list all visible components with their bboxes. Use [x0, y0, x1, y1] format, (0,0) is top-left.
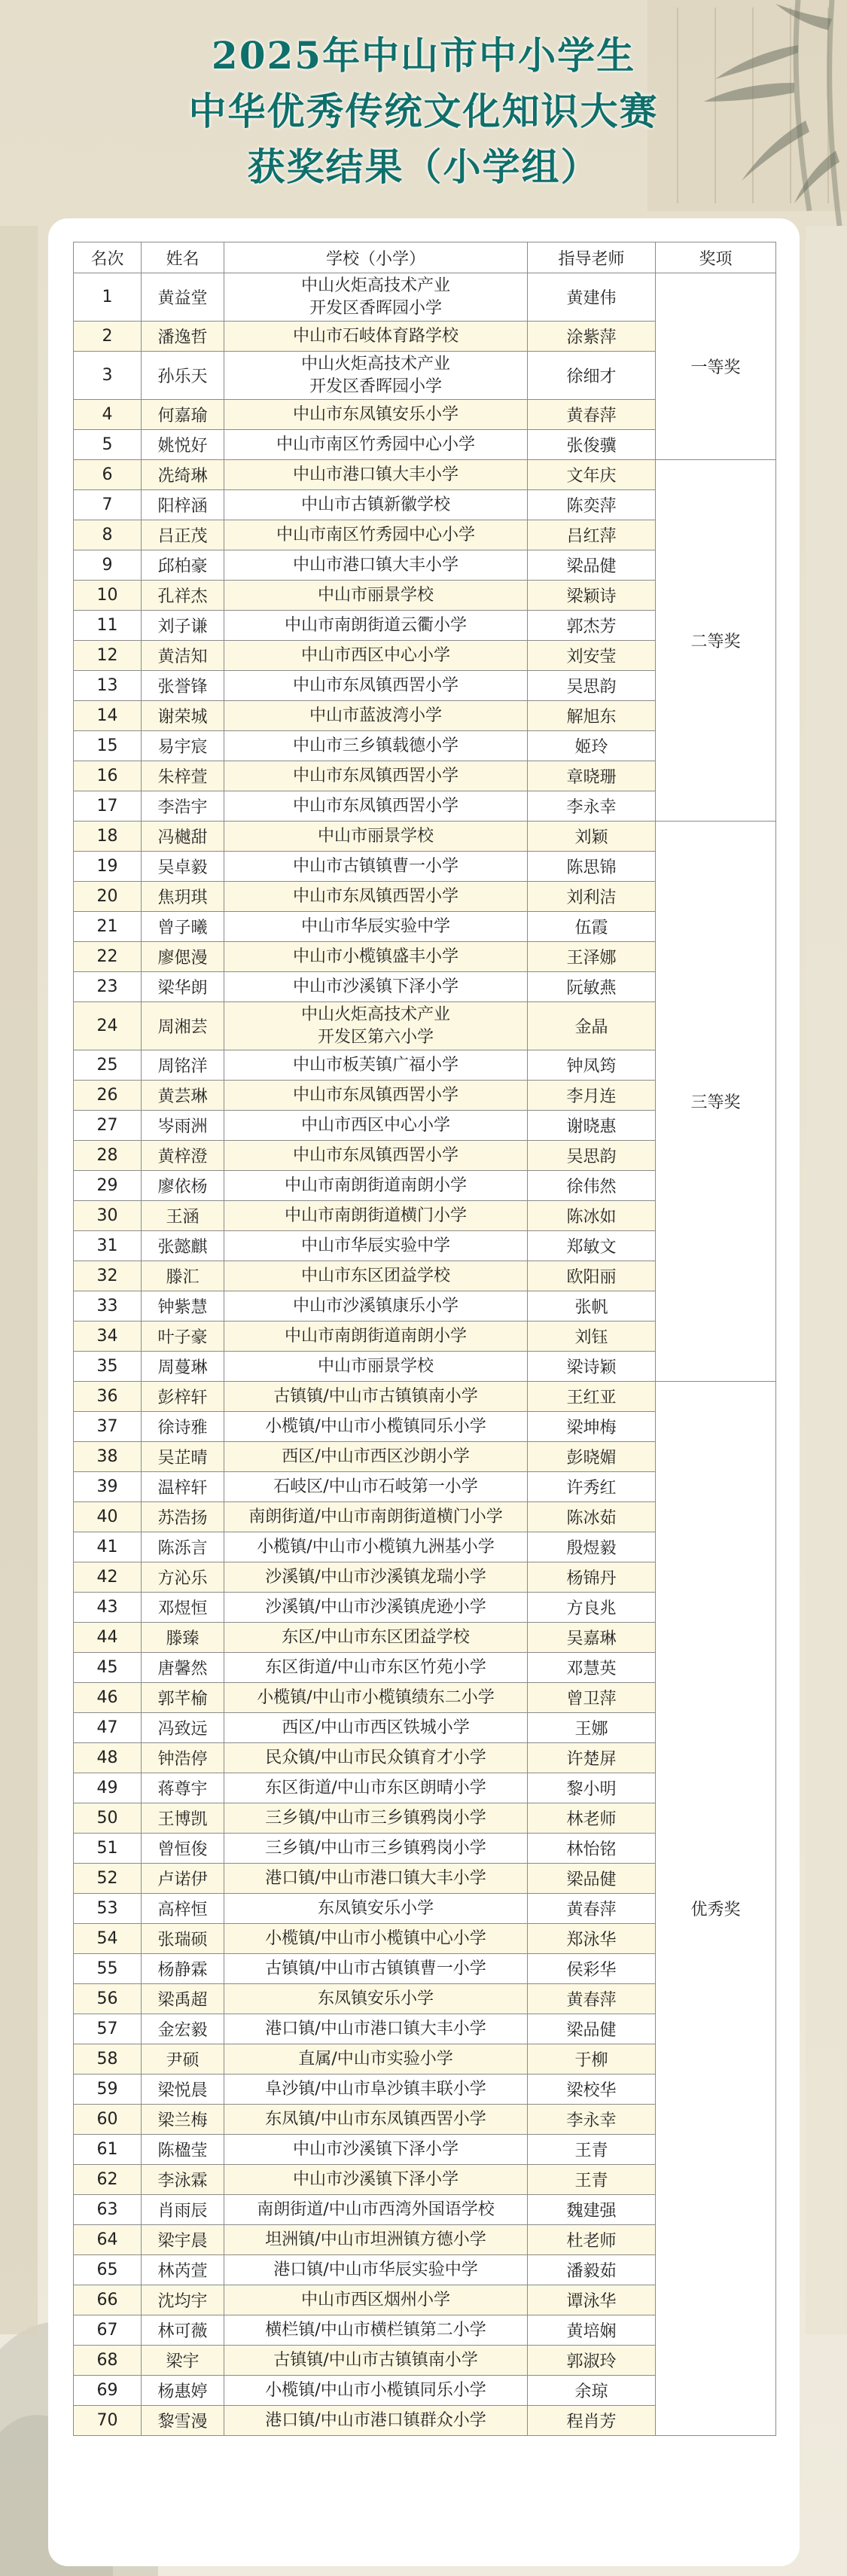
- teacher-cell: 吕红萍: [528, 520, 656, 550]
- name-cell: 卢诺伊: [142, 1864, 224, 1894]
- teacher-cell: 刘利洁: [528, 882, 656, 912]
- name-cell: 方沁乐: [142, 1562, 224, 1593]
- teacher-cell: 张帆: [528, 1291, 656, 1322]
- name-cell: 徐诗雅: [142, 1412, 224, 1442]
- school-cell: 中山市东凤镇西罟小学: [224, 882, 528, 912]
- teacher-cell: 文年庆: [528, 460, 656, 490]
- rank-cell: 44: [74, 1623, 142, 1653]
- rank-cell: 67: [74, 2315, 142, 2346]
- rank-cell: 34: [74, 1322, 142, 1352]
- rank-cell: 7: [74, 490, 142, 520]
- rank-cell: 36: [74, 1382, 142, 1412]
- rank-cell: 48: [74, 1743, 142, 1773]
- teacher-cell: 吴思韵: [528, 671, 656, 701]
- rank-cell: 58: [74, 2044, 142, 2075]
- school-cell: 古镇镇/中山市古镇镇南小学: [224, 1382, 528, 1412]
- school-cell: 小榄镇/中山市小榄镇中心小学: [224, 1924, 528, 1954]
- teacher-cell: 殷煜毅: [528, 1532, 656, 1562]
- school-cell: 中山市三乡镇载德小学: [224, 731, 528, 761]
- school-cell: 中山市石岐体育路学校: [224, 322, 528, 352]
- name-cell: 黄益堂: [142, 273, 224, 322]
- teacher-cell: 刘安莹: [528, 641, 656, 671]
- title-line-3: 获奖结果（小学组）: [247, 145, 600, 189]
- award-level-cell: 一等奖: [656, 273, 776, 460]
- name-cell: 易宇宸: [142, 731, 224, 761]
- teacher-cell: 王红亚: [528, 1382, 656, 1412]
- school-cell: 中山市南朗街道横门小学: [224, 1201, 528, 1231]
- rank-cell: 69: [74, 2376, 142, 2406]
- rank-cell: 64: [74, 2225, 142, 2255]
- rank-cell: 29: [74, 1171, 142, 1201]
- school-cell: 南朗街道/中山市南朗街道横门小学: [224, 1502, 528, 1532]
- rank-cell: 46: [74, 1683, 142, 1713]
- school-cell: 小榄镇/中山市小榄镇同乐小学: [224, 1412, 528, 1442]
- teacher-cell: 程肖芳: [528, 2406, 656, 2436]
- teacher-cell: 刘钰: [528, 1322, 656, 1352]
- teacher-cell: 阮敏燕: [528, 972, 656, 1002]
- teacher-cell: 余琼: [528, 2376, 656, 2406]
- teacher-cell: 郑泳华: [528, 1924, 656, 1954]
- school-cell: 中山市东凤镇安乐小学: [224, 400, 528, 430]
- rank-cell: 6: [74, 460, 142, 490]
- rank-cell: 26: [74, 1081, 142, 1111]
- school-cell: 中山市南区竹秀园中心小学: [224, 430, 528, 460]
- school-cell: 中山市板芙镇广福小学: [224, 1050, 528, 1081]
- school-cell: 古镇镇/中山市古镇镇曹一小学: [224, 1954, 528, 1984]
- name-cell: 梁兰梅: [142, 2105, 224, 2135]
- teacher-cell: 刘颖: [528, 822, 656, 852]
- name-cell: 李泳霖: [142, 2165, 224, 2195]
- name-cell: 陈楹莹: [142, 2135, 224, 2165]
- table-row: [74, 1382, 776, 1412]
- award-level-cell: 三等奖: [656, 822, 776, 1382]
- name-cell: 潘逸哲: [142, 322, 224, 352]
- teacher-cell: 黄春萍: [528, 400, 656, 430]
- school-cell: 中山市古镇镇曹一小学: [224, 852, 528, 882]
- name-cell: 杨静霖: [142, 1954, 224, 1984]
- rank-cell: 21: [74, 912, 142, 942]
- school-cell: 小榄镇/中山市小榄镇九洲基小学: [224, 1532, 528, 1562]
- name-cell: 温梓轩: [142, 1472, 224, 1502]
- name-cell: 周蔓琳: [142, 1352, 224, 1382]
- name-cell: 姚悦好: [142, 430, 224, 460]
- header-award: 奖项: [656, 242, 776, 273]
- rank-cell: 11: [74, 611, 142, 641]
- name-cell: 钟浩停: [142, 1743, 224, 1773]
- teacher-cell: 谭泳华: [528, 2285, 656, 2315]
- teacher-cell: 郭杰芳: [528, 611, 656, 641]
- teacher-cell: 金晶: [528, 1002, 656, 1050]
- name-cell: 金宏毅: [142, 2014, 224, 2044]
- school-cell: 西区/中山市西区沙朗小学: [224, 1442, 528, 1472]
- rank-cell: 22: [74, 942, 142, 972]
- teacher-cell: 吴嘉琳: [528, 1623, 656, 1653]
- teacher-cell: 徐细才: [528, 352, 656, 400]
- teacher-cell: 彭晓媚: [528, 1442, 656, 1472]
- teacher-cell: 梁颖诗: [528, 581, 656, 611]
- name-cell: 曾子曦: [142, 912, 224, 942]
- school-cell: 东凤镇安乐小学: [224, 1984, 528, 2014]
- teacher-cell: 谢晓惠: [528, 1111, 656, 1141]
- name-cell: 刘子谦: [142, 611, 224, 641]
- school-cell: 小榄镇/中山市小榄镇同乐小学: [224, 2376, 528, 2406]
- school-cell: 中山市西区烟州小学: [224, 2285, 528, 2315]
- rank-cell: 28: [74, 1141, 142, 1171]
- rank-cell: 60: [74, 2105, 142, 2135]
- teacher-cell: 王娜: [528, 1713, 656, 1743]
- name-cell: 肖雨辰: [142, 2195, 224, 2225]
- school-cell: 东区/中山市东区团益学校: [224, 1623, 528, 1653]
- teacher-cell: 张俊骥: [528, 430, 656, 460]
- school-cell: 直属/中山市实验小学: [224, 2044, 528, 2075]
- rank-cell: 25: [74, 1050, 142, 1081]
- school-cell: 中山市丽景学校: [224, 581, 528, 611]
- teacher-cell: 王青: [528, 2135, 656, 2165]
- teacher-cell: 林老师: [528, 1803, 656, 1834]
- name-cell: 郭芊榆: [142, 1683, 224, 1713]
- name-cell: 谢荣城: [142, 701, 224, 731]
- school-cell: 三乡镇/中山市三乡镇鸦岗小学: [224, 1834, 528, 1864]
- teacher-cell: 陈思锦: [528, 852, 656, 882]
- name-cell: 冼绮琳: [142, 460, 224, 490]
- school-cell: 中山市西区中心小学: [224, 641, 528, 671]
- teacher-cell: 陈奕萍: [528, 490, 656, 520]
- rank-cell: 10: [74, 581, 142, 611]
- name-cell: 林可薇: [142, 2315, 224, 2346]
- award-level-cell: 优秀奖: [656, 1382, 776, 2436]
- teacher-cell: 黄春萍: [528, 1984, 656, 2014]
- school-cell: 中山市华辰实验中学: [224, 912, 528, 942]
- rank-cell: 40: [74, 1502, 142, 1532]
- name-cell: 杨惠婷: [142, 2376, 224, 2406]
- school-cell: 东凤镇安乐小学: [224, 1894, 528, 1924]
- teacher-cell: 章晓珊: [528, 761, 656, 791]
- rank-cell: 65: [74, 2255, 142, 2285]
- school-cell: 中山市华辰实验中学: [224, 1231, 528, 1261]
- name-cell: 黄洁知: [142, 641, 224, 671]
- school-cell: 中山市丽景学校: [224, 1352, 528, 1382]
- table-row: [74, 273, 776, 322]
- rank-cell: 19: [74, 852, 142, 882]
- rank-cell: 59: [74, 2075, 142, 2105]
- school-cell: 中山市港口镇大丰小学: [224, 550, 528, 581]
- name-cell: 梁禹超: [142, 1984, 224, 2014]
- school-cell: 中山市沙溪镇下泽小学: [224, 2165, 528, 2195]
- rank-cell: 32: [74, 1261, 142, 1291]
- school-cell: 中山市南朗街道南朗小学: [224, 1171, 528, 1201]
- name-cell: 梁宇晨: [142, 2225, 224, 2255]
- school-cell: 东区街道/中山市东区竹苑小学: [224, 1653, 528, 1683]
- school-cell: 中山火炬高技术产业 开发区第六小学: [224, 1002, 528, 1050]
- table-row: [74, 460, 776, 490]
- school-cell: 中山市南朗街道南朗小学: [224, 1322, 528, 1352]
- rank-cell: 52: [74, 1864, 142, 1894]
- name-cell: 黄芸琳: [142, 1081, 224, 1111]
- rank-cell: 3: [74, 352, 142, 400]
- name-cell: 彭梓轩: [142, 1382, 224, 1412]
- name-cell: 尹硕: [142, 2044, 224, 2075]
- rank-cell: 41: [74, 1532, 142, 1562]
- school-cell: 中山市沙溪镇下泽小学: [224, 2135, 528, 2165]
- rank-cell: 1: [74, 273, 142, 322]
- rank-cell: 27: [74, 1111, 142, 1141]
- header-name: 姓名: [142, 242, 224, 273]
- teacher-cell: 梁品健: [528, 1864, 656, 1894]
- award-level-cell: 二等奖: [656, 460, 776, 822]
- school-cell: 阜沙镇/中山市阜沙镇丰联小学: [224, 2075, 528, 2105]
- teacher-cell: 李永幸: [528, 791, 656, 822]
- name-cell: 吴芷晴: [142, 1442, 224, 1472]
- name-cell: 蒋尊宇: [142, 1773, 224, 1803]
- school-cell: 民众镇/中山市民众镇育才小学: [224, 1743, 528, 1773]
- teacher-cell: 黄春萍: [528, 1894, 656, 1924]
- rank-cell: 18: [74, 822, 142, 852]
- teacher-cell: 黄培娴: [528, 2315, 656, 2346]
- rank-cell: 4: [74, 400, 142, 430]
- rank-cell: 57: [74, 2014, 142, 2044]
- teacher-cell: 姬玲: [528, 731, 656, 761]
- name-cell: 黎雪漫: [142, 2406, 224, 2436]
- school-cell: 中山市沙溪镇康乐小学: [224, 1291, 528, 1322]
- rank-cell: 62: [74, 2165, 142, 2195]
- name-cell: 曾恒俊: [142, 1834, 224, 1864]
- teacher-cell: 伍霞: [528, 912, 656, 942]
- school-cell: 中山市丽景学校: [224, 822, 528, 852]
- name-cell: 唐馨然: [142, 1653, 224, 1683]
- name-cell: 廖偲漫: [142, 942, 224, 972]
- school-cell: 西区/中山市西区铁城小学: [224, 1713, 528, 1743]
- rank-cell: 43: [74, 1593, 142, 1623]
- name-cell: 王博凯: [142, 1803, 224, 1834]
- table-row: [74, 822, 776, 852]
- teacher-cell: 欧阳丽: [528, 1261, 656, 1291]
- teacher-cell: 郑敏文: [528, 1231, 656, 1261]
- rank-cell: 38: [74, 1442, 142, 1472]
- rank-cell: 31: [74, 1231, 142, 1261]
- rank-cell: 51: [74, 1834, 142, 1864]
- teacher-cell: 郭淑玲: [528, 2346, 656, 2376]
- rank-cell: 66: [74, 2285, 142, 2315]
- school-cell: 中山市东凤镇西罟小学: [224, 671, 528, 701]
- teacher-cell: 解旭东: [528, 701, 656, 731]
- teacher-cell: 吴思韵: [528, 1141, 656, 1171]
- rank-cell: 30: [74, 1201, 142, 1231]
- teacher-cell: 王泽娜: [528, 942, 656, 972]
- rank-cell: 17: [74, 791, 142, 822]
- name-cell: 邱柏豪: [142, 550, 224, 581]
- name-cell: 林芮萱: [142, 2255, 224, 2285]
- teacher-cell: 黎小明: [528, 1773, 656, 1803]
- rank-cell: 37: [74, 1412, 142, 1442]
- name-cell: 岑雨洲: [142, 1111, 224, 1141]
- school-cell: 沙溪镇/中山市沙溪镇虎逊小学: [224, 1593, 528, 1623]
- rank-cell: 50: [74, 1803, 142, 1834]
- teacher-cell: 梁品健: [528, 550, 656, 581]
- rank-cell: 53: [74, 1894, 142, 1924]
- rank-cell: 42: [74, 1562, 142, 1593]
- school-cell: 港口镇/中山市港口镇大丰小学: [224, 2014, 528, 2044]
- school-cell: 中山市西区中心小学: [224, 1111, 528, 1141]
- school-cell: 石岐区/中山市石岐第一小学: [224, 1472, 528, 1502]
- rank-cell: 15: [74, 731, 142, 761]
- name-cell: 阳梓涵: [142, 490, 224, 520]
- school-cell: 中山市东凤镇西罟小学: [224, 1081, 528, 1111]
- teacher-cell: 李永幸: [528, 2105, 656, 2135]
- teacher-cell: 杨锦丹: [528, 1562, 656, 1593]
- name-cell: 李浩宇: [142, 791, 224, 822]
- rank-cell: 16: [74, 761, 142, 791]
- title-line-1: 2025年中山市中小学生: [211, 33, 636, 78]
- rank-cell: 14: [74, 701, 142, 731]
- school-cell: 南朗街道/中山市西湾外国语学校: [224, 2195, 528, 2225]
- teacher-cell: 徐伟然: [528, 1171, 656, 1201]
- school-cell: 中山市东凤镇西罟小学: [224, 761, 528, 791]
- school-cell: 中山市南朗街道云衢小学: [224, 611, 528, 641]
- school-cell: 古镇镇/中山市古镇镇南小学: [224, 2346, 528, 2376]
- rank-cell: 49: [74, 1773, 142, 1803]
- teacher-cell: 方良兆: [528, 1593, 656, 1623]
- school-cell: 港口镇/中山市港口镇大丰小学: [224, 1864, 528, 1894]
- school-cell: 中山市东区团益学校: [224, 1261, 528, 1291]
- teacher-cell: 曾卫萍: [528, 1683, 656, 1713]
- school-cell: 东区街道/中山市东区朗晴小学: [224, 1773, 528, 1803]
- teacher-cell: 梁坤梅: [528, 1412, 656, 1442]
- name-cell: 梁悦晨: [142, 2075, 224, 2105]
- school-cell: 中山市东凤镇西罟小学: [224, 1141, 528, 1171]
- rank-cell: 54: [74, 1924, 142, 1954]
- header-rank: 名次: [74, 242, 142, 273]
- name-cell: 张誉锋: [142, 671, 224, 701]
- name-cell: 何嘉瑜: [142, 400, 224, 430]
- rank-cell: 12: [74, 641, 142, 671]
- name-cell: 苏浩扬: [142, 1502, 224, 1532]
- school-cell: 东凤镇/中山市东凤镇西罟小学: [224, 2105, 528, 2135]
- teacher-cell: 涂紫萍: [528, 322, 656, 352]
- name-cell: 钟紫慧: [142, 1291, 224, 1322]
- teacher-cell: 陈冰如: [528, 1201, 656, 1231]
- school-cell: 中山市蓝波湾小学: [224, 701, 528, 731]
- teacher-cell: 李月连: [528, 1081, 656, 1111]
- table-header-row: [74, 242, 776, 273]
- name-cell: 周铭洋: [142, 1050, 224, 1081]
- teacher-cell: 于柳: [528, 2044, 656, 2075]
- teacher-cell: 侯彩华: [528, 1954, 656, 1984]
- header-teacher: 指导老师: [528, 242, 656, 273]
- teacher-cell: 杜老师: [528, 2225, 656, 2255]
- school-cell: 横栏镇/中山市横栏镇第二小学: [224, 2315, 528, 2346]
- name-cell: 滕臻: [142, 1623, 224, 1653]
- school-cell: 坦洲镇/中山市坦洲镇方德小学: [224, 2225, 528, 2255]
- name-cell: 冯致远: [142, 1713, 224, 1743]
- teacher-cell: 梁校华: [528, 2075, 656, 2105]
- rank-cell: 8: [74, 520, 142, 550]
- teacher-cell: 梁诗颖: [528, 1352, 656, 1382]
- teacher-cell: 许楚屏: [528, 1743, 656, 1773]
- rank-cell: 5: [74, 430, 142, 460]
- teacher-cell: 林怡铭: [528, 1834, 656, 1864]
- school-cell: 中山市东凤镇西罟小学: [224, 791, 528, 822]
- name-cell: 周湘芸: [142, 1002, 224, 1050]
- school-cell: 港口镇/中山市华辰实验中学: [224, 2255, 528, 2285]
- name-cell: 吕正茂: [142, 520, 224, 550]
- teacher-cell: 魏建强: [528, 2195, 656, 2225]
- school-cell: 中山火炬高技术产业 开发区香晖园小学: [224, 273, 528, 322]
- rank-cell: 35: [74, 1352, 142, 1382]
- school-cell: 沙溪镇/中山市沙溪镇龙瑞小学: [224, 1562, 528, 1593]
- name-cell: 孙乐天: [142, 352, 224, 400]
- rank-cell: 63: [74, 2195, 142, 2225]
- name-cell: 黄梓澄: [142, 1141, 224, 1171]
- name-cell: 张瑞硕: [142, 1924, 224, 1954]
- school-cell: 小榄镇/中山市小榄镇绩东二小学: [224, 1683, 528, 1713]
- name-cell: 高梓恒: [142, 1894, 224, 1924]
- rank-cell: 33: [74, 1291, 142, 1322]
- school-cell: 中山市南区竹秀园中心小学: [224, 520, 528, 550]
- school-cell: 中山火炬高技术产业 开发区香晖园小学: [224, 352, 528, 400]
- name-cell: 吴卓毅: [142, 852, 224, 882]
- teacher-cell: 许秀红: [528, 1472, 656, 1502]
- rank-cell: 68: [74, 2346, 142, 2376]
- teacher-cell: 梁品健: [528, 2014, 656, 2044]
- title-line-2: 中华优秀传统文化知识大赛: [188, 89, 659, 133]
- name-cell: 焦玥琪: [142, 882, 224, 912]
- rank-cell: 56: [74, 1984, 142, 2014]
- name-cell: 王涵: [142, 1201, 224, 1231]
- rank-cell: 23: [74, 972, 142, 1002]
- teacher-cell: 黄建伟: [528, 273, 656, 322]
- name-cell: 张懿麒: [142, 1231, 224, 1261]
- teacher-cell: 钟凤筠: [528, 1050, 656, 1081]
- teacher-cell: 潘毅茹: [528, 2255, 656, 2285]
- name-cell: 朱梓萱: [142, 761, 224, 791]
- rank-cell: 13: [74, 671, 142, 701]
- school-cell: 港口镇/中山市港口镇群众小学: [224, 2406, 528, 2436]
- rank-cell: 47: [74, 1713, 142, 1743]
- school-cell: 中山市港口镇大丰小学: [224, 460, 528, 490]
- name-cell: 滕汇: [142, 1261, 224, 1291]
- name-cell: 梁华朗: [142, 972, 224, 1002]
- rank-cell: 24: [74, 1002, 142, 1050]
- school-cell: 中山市沙溪镇下泽小学: [224, 972, 528, 1002]
- name-cell: 沈均宇: [142, 2285, 224, 2315]
- name-cell: 叶子豪: [142, 1322, 224, 1352]
- rank-cell: 70: [74, 2406, 142, 2436]
- name-cell: 陈泺言: [142, 1532, 224, 1562]
- rank-cell: 55: [74, 1954, 142, 1984]
- name-cell: 廖依杨: [142, 1171, 224, 1201]
- name-cell: 冯樾甜: [142, 822, 224, 852]
- rank-cell: 39: [74, 1472, 142, 1502]
- teacher-cell: 王青: [528, 2165, 656, 2195]
- rank-cell: 61: [74, 2135, 142, 2165]
- school-cell: 中山市小榄镇盛丰小学: [224, 942, 528, 972]
- school-cell: 中山市古镇新徽学校: [224, 490, 528, 520]
- name-cell: 孔祥杰: [142, 581, 224, 611]
- school-cell: 三乡镇/中山市三乡镇鸦岗小学: [224, 1803, 528, 1834]
- rank-cell: 45: [74, 1653, 142, 1683]
- header-school: 学校（小学）: [224, 242, 528, 273]
- rank-cell: 20: [74, 882, 142, 912]
- name-cell: 邓煜恒: [142, 1593, 224, 1623]
- teacher-cell: 陈冰茹: [528, 1502, 656, 1532]
- results-table: [73, 242, 776, 2436]
- rank-cell: 9: [74, 550, 142, 581]
- name-cell: 梁宇: [142, 2346, 224, 2376]
- teacher-cell: 邓慧英: [528, 1653, 656, 1683]
- table-body: [74, 273, 776, 2436]
- rank-cell: 2: [74, 322, 142, 352]
